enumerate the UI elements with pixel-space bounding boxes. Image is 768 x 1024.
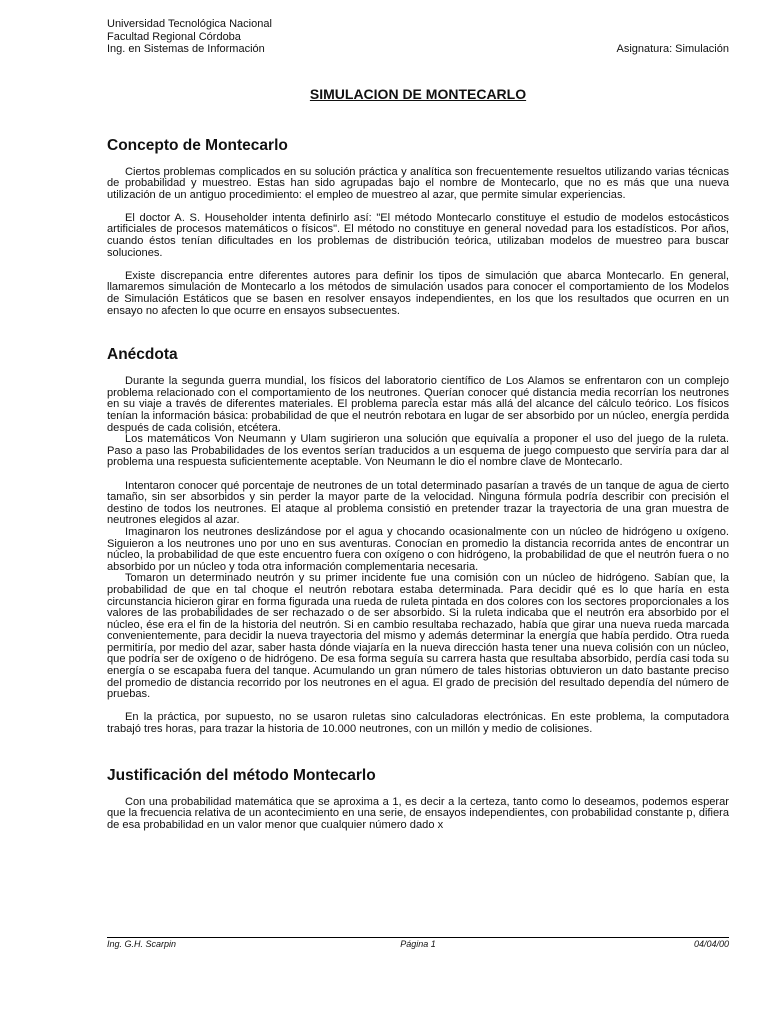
footer-date: 04/04/00 xyxy=(693,939,729,949)
section-heading: Anécdota xyxy=(107,346,178,364)
paragraph: Existe discrepancia entre diferentes autores para definir los tipos de simulación que abarca Montecarlo. En general, llamaremos simulación de Montecarlo a los métodos de simulación usados para conocer el comportamiento de los Modelos de Simulación Estáticos que se basen en resolver ensayos independientes, en los que los resultados que ocurren en un ensayo no afecten lo que ocurre en ensayos subsecuentes. xyxy=(107,269,729,317)
footer-page-number: Página 1 xyxy=(400,939,436,949)
section-heading: Justificación del método Montecarlo xyxy=(107,766,376,784)
header-row xyxy=(107,43,729,56)
section-heading: Concepto de Montecarlo xyxy=(107,136,288,154)
page-footer xyxy=(107,937,729,949)
paragraph: En la práctica, por supuesto, no se usaron ruletas sino calculadoras electrónicas. En este problema, la computadora trabajó tres horas, para trazar la historia de 10.000 neutrones, con un millón y medio de colisiones. xyxy=(107,711,729,736)
paragraph: Ciertos problemas complicados en su solución práctica y analítica son frecuentemente resueltos utilizando varias técnicas de probabilidad y muestreo. Estas han sido agrupadas bajo el nombre de Montecarlo, que no es más que una nueva utilización de un antiguo procedimiento: el empleo de muestreo al azar, que permite simular experiencias. xyxy=(107,165,729,201)
document-title: SIMULACION DE MONTECARLO xyxy=(309,85,527,102)
university-name: Universidad Tecnológica Nacional xyxy=(107,18,272,30)
paragraph: Imaginaron los neutrones deslizándose por el agua y chocando ocasionalmente con un núcleo de hidrógeno u oxígeno. Siguieron a los neutrones uno por uno en sus aventuras. Conocían en promedio la distancia recorrida antes de encontrar un núcleo, la probabilidad de que este encuentro fuera con oxígeno o con hidrógeno, la probabilidad de que el neutrón fuera o no absorbido por un núcleo y toda otra información complementaria necesaria. xyxy=(107,525,729,573)
document-header xyxy=(107,18,729,56)
paragraph: Durante la segunda guerra mundial, los físicos del laboratorio científico de Los Alamos se enfrentaron con un complejo problema relacionado con el comportamiento de los neutrones. Querían conocer qué distancia media recorrían los neutrones en su viaje a través de diferentes materiales. El problema parecía estar más allá del alcance del cálculo teórico. Los físicos tenían la información básica: probabilidad de que el neutrón rebotara en lugar de ser absorbido por un núcleo, energía perdida después de cada colisión, etcétera. xyxy=(107,375,729,434)
section-justificacion xyxy=(107,767,729,832)
paragraph: El doctor A. S. Householder intenta definirlo así: "El método Montecarlo constituye el estudio de modelos estocásticos artificiales de procesos matemáticos o físicos". El método no constituye en general novedad para los estadísticos. Por años, cuando éstos tenían dificultades en los problemas de distribución teórica, utilizaban modelos de muestreo para buscar soluciones. xyxy=(107,211,729,259)
footer-author: Ing. G.H. Scarpin xyxy=(107,939,177,949)
section-concepto xyxy=(107,137,729,318)
section-anecdota xyxy=(107,346,729,735)
paragraph: Con una probabilidad matemática que se aproxima a 1, es decir a la certeza, tanto como lo deseamos, podemos esperar que la frecuencia relativa de un acontecimiento en una serie, de ensayos independientes, con probabilidad constante p, difiera de esa probabilidad en un valor menor que cualquier número dado x xyxy=(107,795,729,831)
paragraph: Los matemáticos Von Neumann y Ulam sugirieron una solución que equivalía a proponer el uso del juego de la ruleta. Paso a paso las Probabilidades de los eventos serían traducidos a un esquema de juego compuesto que serviría para dar al problema una respuesta suficientemente aceptable. Von Neumann le dio el nombre clave de Montecarlo. xyxy=(107,433,729,469)
paragraph: Tomaron un determinado neutrón y su primer incidente fue una comisión con un núcleo de hidrógeno. Sabían que, la probabilidad de que en tal choque el neutrón rebotara estaba determinada. Para decidir qué es lo que haría en esta circunstancia hicieron girar en forma figurada una rueda de ruleta pintada en dos colores con los sectores proporcionales a los valores de las probabilidades de ser rechazado o de ser absorbido. Si la ruleta indicaba que el neutrón era absorbido por el núcleo, ése era el fin de la historia del neutrón. Si en cambio resultaba rechazado, había que girar una nueva rueda marcada convenientemente, para decidir la nueva trayectoria del mismo y además determinar la energía que había perdido. Otra rueda permitiría, por medio del azar, saber hasta dónde viajaría en la nueva dirección hasta tener una nueva colisión con un núcleo, que podría ser de oxígeno o de hidrógeno. De esa forma seguía su carrera hasta que resultaba absorbido, perdía casi toda su energía o se escapaba fuera del tanque. Acumulando un gran número de tales historias obtuvieron un dato bastante preciso del promedio de distancia recorrido por los neutrones en el agua. El grado de precisión del resultado dependía del número de pruebas. xyxy=(107,572,729,701)
faculty-name: Facultad Regional Córdoba xyxy=(107,30,241,43)
subject-name: Asignatura: Simulación xyxy=(616,43,729,55)
paragraph: Intentaron conocer qué porcentaje de neutrones de un total determinado pasarían a través de un tanque de agua de cierto tamaño, sin ser absorbidos y sin perder la mayor parte de la velocidad. Ninguna fórmula podría describir con precisión el destino de todos los neutrones. El ataque al problema consistió en pretender trazar la trayectoria de una gran muestra de neutrones elegidos al azar. xyxy=(107,479,729,527)
program-name: Ing. en Sistemas de Información xyxy=(107,43,265,55)
document-title-wrap xyxy=(107,86,729,102)
document-page xyxy=(107,18,729,831)
